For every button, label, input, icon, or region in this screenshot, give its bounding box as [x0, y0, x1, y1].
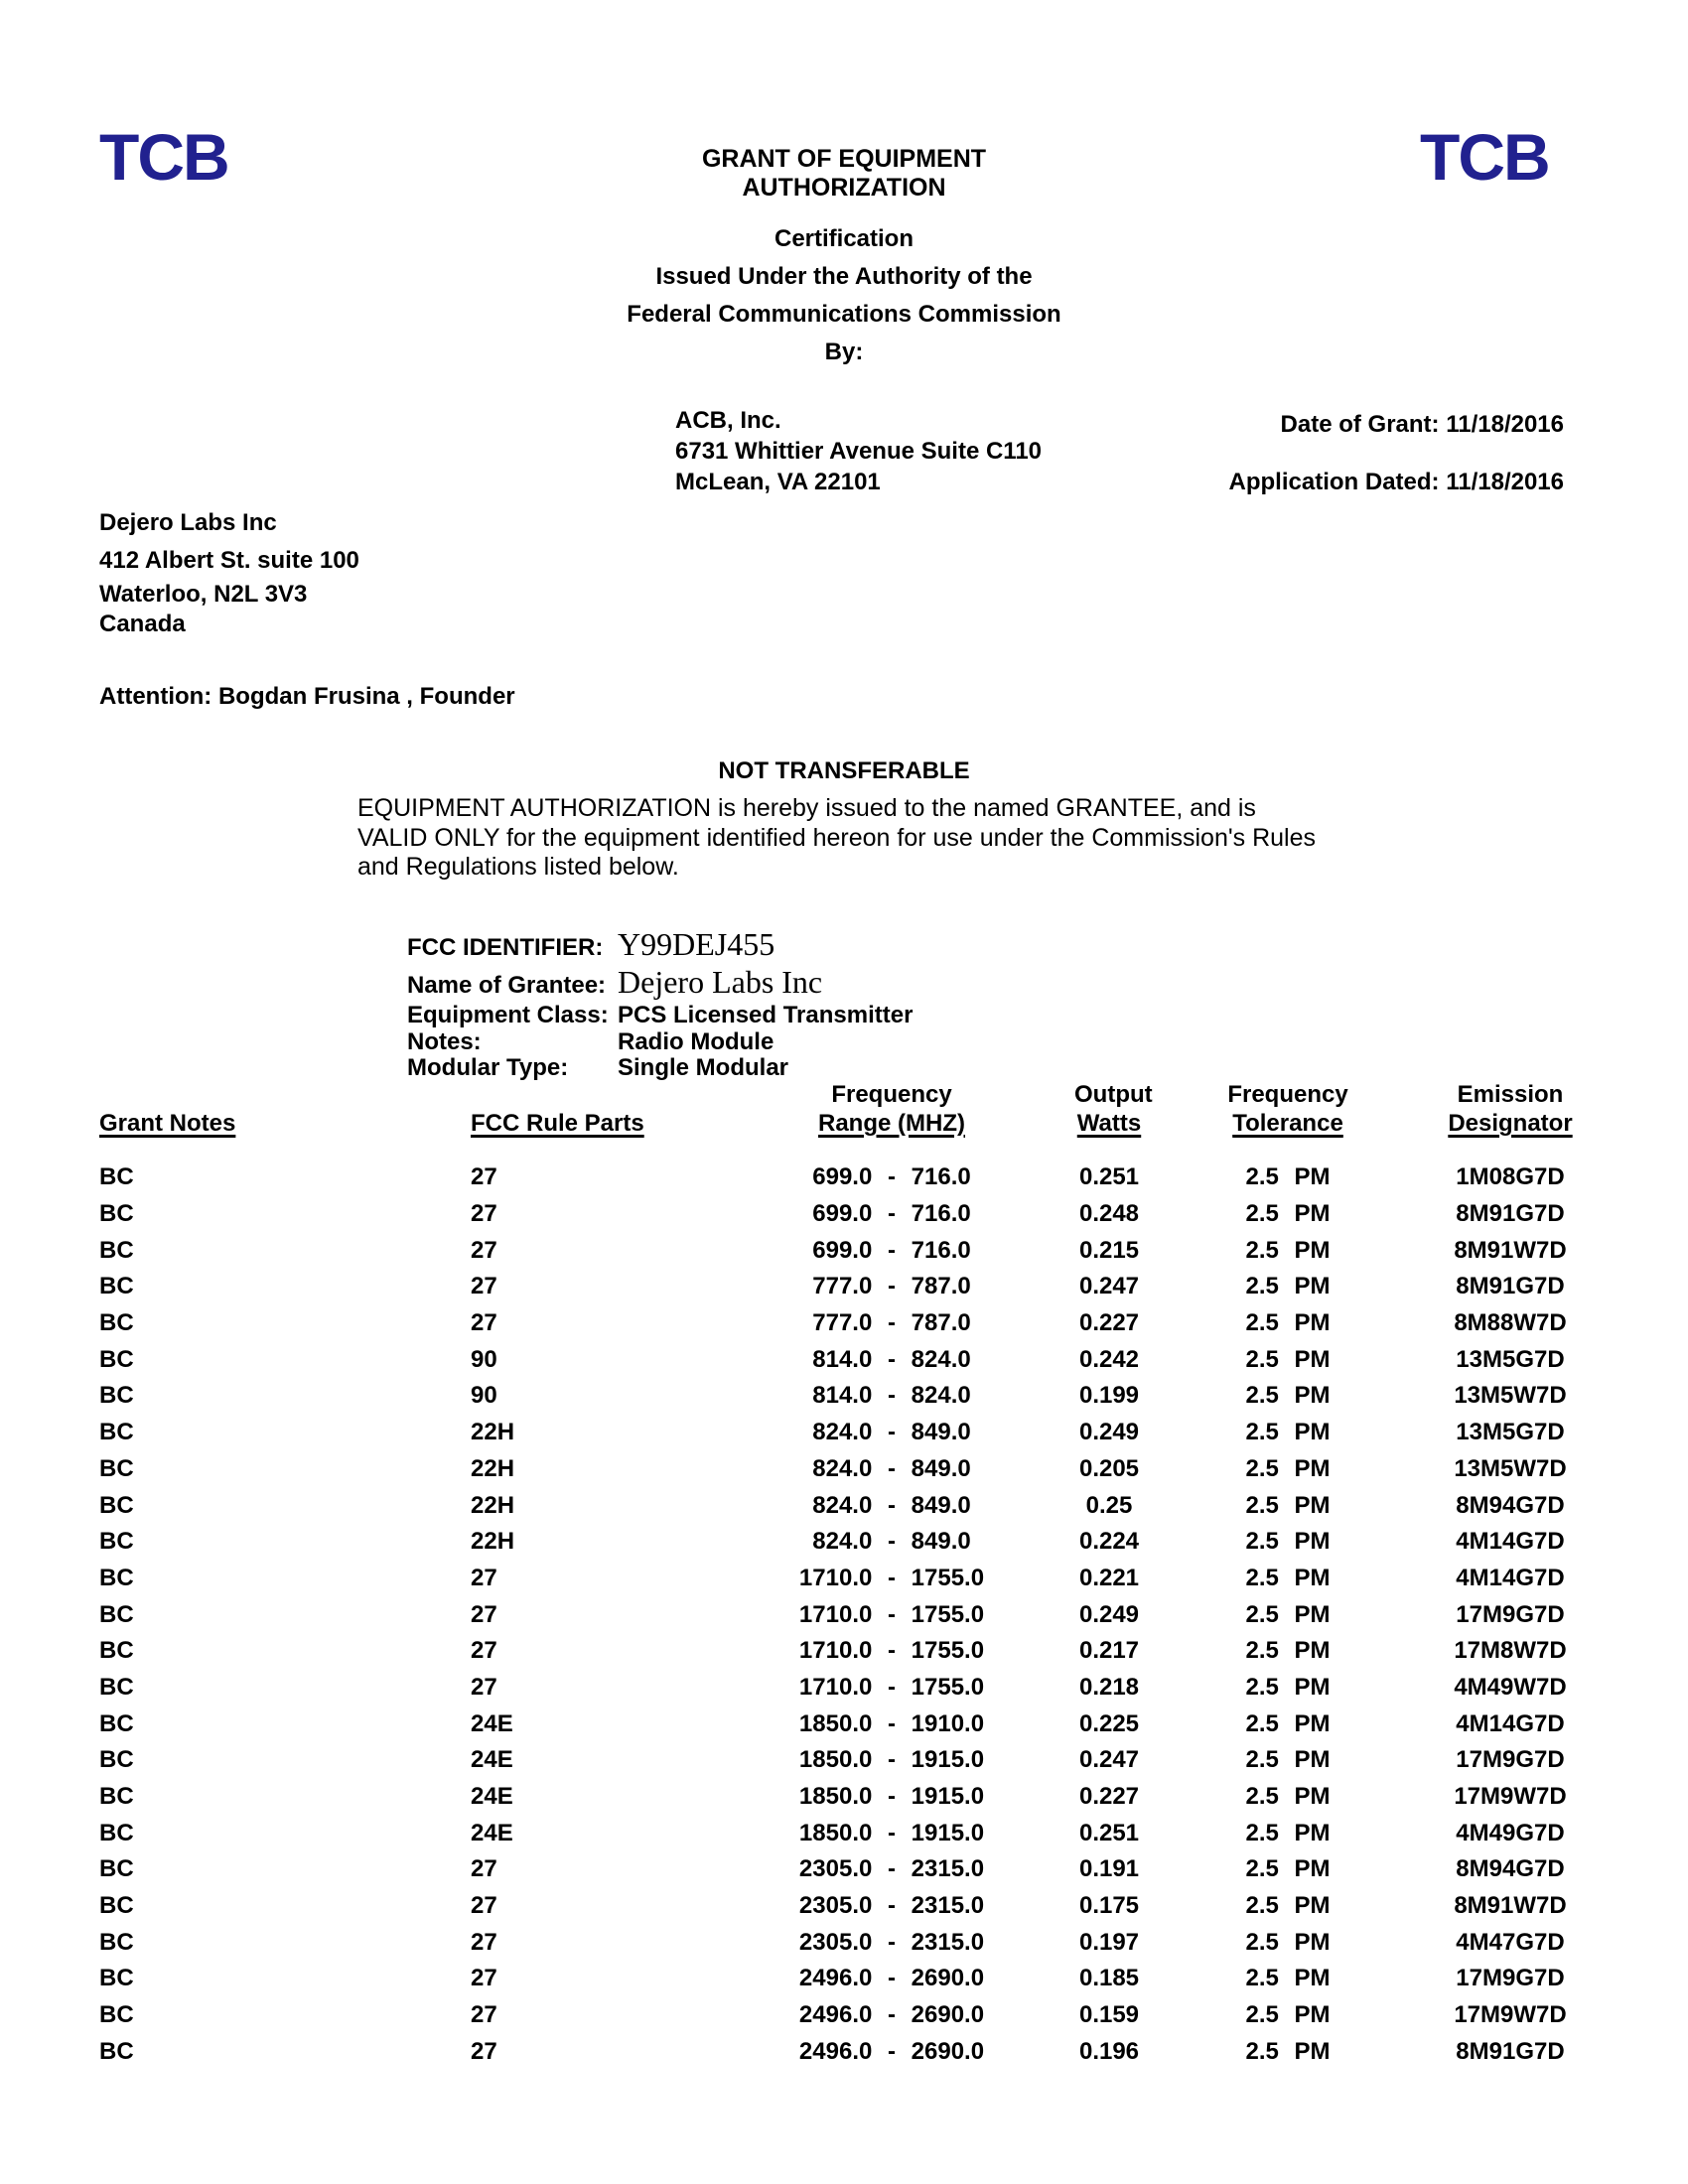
table-row: [99, 1232, 1589, 1269]
column-header-line2: FCC Rule Parts: [471, 1110, 644, 1137]
table-cell: 0.251: [1078, 1163, 1140, 1191]
table-cell: 24E: [471, 1746, 513, 1774]
table-cell: BC: [99, 1236, 134, 1264]
table-cell: 2.5 PM: [1245, 1382, 1331, 1410]
column-header-line1: Emission: [1457, 1081, 1564, 1108]
authority-line: Issued Under the Authority of the: [655, 263, 1033, 290]
grantee-country: Canada: [99, 611, 186, 637]
table-cell: BC: [99, 1491, 134, 1519]
table-cell: 27: [471, 1236, 497, 1264]
table-cell: 1850.0 - 1915.0: [798, 1819, 985, 1846]
authorization-paragraph-line1: EQUIPMENT AUTHORIZATION is hereby issued to the named GRANTEE, and is: [357, 794, 1256, 822]
table-cell: BC: [99, 1454, 134, 1482]
table-cell: BC: [99, 2001, 134, 2029]
name-of-grantee-value: Dejero Labs Inc: [618, 964, 823, 1000]
table-cell: 0.247: [1078, 1273, 1140, 1300]
table-cell: 0.215: [1078, 1236, 1140, 1264]
fcc-name-line: Federal Communications Commission: [627, 301, 1061, 328]
table-cell: 8M94G7D: [1456, 1855, 1565, 1883]
table-cell: 27: [471, 1309, 497, 1337]
table-cell: 699.0 - 716.0: [812, 1236, 971, 1264]
document-title-line1: GRANT OF EQUIPMENT: [701, 145, 987, 173]
table-cell: 27: [471, 1163, 497, 1191]
modular-type-row: [407, 1054, 913, 1081]
table-cell: 8M94G7D: [1456, 1491, 1565, 1519]
table-row: [99, 1378, 1589, 1415]
table-cell: 17M8W7D: [1454, 1637, 1567, 1665]
table-cell: 2.5 PM: [1245, 1200, 1331, 1228]
authorization-paragraph-line2: VALID ONLY for the equipment identified hereon for use under the Commission's Rules: [357, 823, 1317, 852]
table-cell: 22H: [471, 1528, 515, 1556]
table-row: [99, 2034, 1589, 2071]
table-cell: 0.224: [1078, 1528, 1140, 1556]
table-row: [99, 1815, 1589, 1851]
table-cell: BC: [99, 1273, 134, 1300]
table-cell: 1850.0 - 1915.0: [798, 1783, 985, 1811]
table-cell: 2.5 PM: [1245, 1965, 1331, 1992]
table-cell: 2496.0 - 2690.0: [798, 2037, 985, 2065]
table-row: [99, 1997, 1589, 2034]
table-cell: 4M14G7D: [1456, 1528, 1565, 1556]
table-cell: 0.249: [1078, 1600, 1140, 1628]
table-cell: 2496.0 - 2690.0: [798, 1965, 985, 1992]
table-cell: 27: [471, 1273, 497, 1300]
table-row: [99, 1341, 1589, 1378]
modular-type-value: Single Modular: [618, 1054, 789, 1081]
table-row: [99, 1561, 1589, 1597]
table-cell: 1850.0 - 1915.0: [798, 1746, 985, 1774]
table-cell: 0.251: [1078, 1819, 1140, 1846]
table-cell: 777.0 - 787.0: [812, 1309, 971, 1337]
table-cell: 0.205: [1078, 1454, 1140, 1482]
table-cell: 2.5 PM: [1245, 2001, 1331, 2029]
column-header-line2: Tolerance: [1232, 1110, 1343, 1137]
table-cell: 24E: [471, 1709, 513, 1737]
tcb-logo-left: TCB: [99, 120, 228, 194]
authorization-paragraph-line3: and Regulations listed below.: [357, 853, 679, 881]
table-row: [99, 1269, 1589, 1305]
issuer-city: McLean, VA 22101: [675, 469, 881, 495]
table-cell: 2.5 PM: [1245, 1819, 1331, 1846]
issuer-street: 6731 Whittier Avenue Suite C110: [675, 438, 1043, 465]
table-cell: 27: [471, 2037, 497, 2065]
table-cell: 27: [471, 2001, 497, 2029]
table-row: [99, 1851, 1589, 1888]
table-row: [99, 1924, 1589, 1961]
table-cell: 27: [471, 1928, 497, 1956]
table-cell: 27: [471, 1855, 497, 1883]
grantee-address-block: [99, 504, 359, 639]
by-label: By:: [824, 339, 864, 365]
table-cell: 814.0 - 824.0: [812, 1345, 971, 1373]
table-cell: BC: [99, 2037, 134, 2065]
column-header-line1: Frequency: [831, 1081, 952, 1108]
table-cell: 27: [471, 1600, 497, 1628]
table-cell: 2.5 PM: [1245, 1709, 1331, 1737]
table-cell: 13M5W7D: [1454, 1454, 1567, 1482]
column-header: [1144, 1080, 1432, 1160]
table-cell: 2.5 PM: [1245, 1746, 1331, 1774]
column-header-line1: [471, 1080, 709, 1109]
table-cell: BC: [99, 1564, 134, 1591]
grantee-name: Dejero Labs Inc: [99, 509, 277, 536]
table-row: [99, 1305, 1589, 1342]
table-cell: 2.5 PM: [1245, 1855, 1331, 1883]
table-cell: 2305.0 - 2315.0: [798, 1928, 985, 1956]
column-header: [709, 1080, 1074, 1160]
table-row: [99, 1487, 1589, 1524]
header-row: [99, 1080, 1589, 1160]
table-cell: 824.0 - 849.0: [812, 1491, 971, 1519]
table-cell: BC: [99, 1965, 134, 1992]
frequency-grant-table: [99, 1080, 1589, 2070]
table-cell: BC: [99, 1855, 134, 1883]
table-cell: 2.5 PM: [1245, 1345, 1331, 1373]
table-cell: 4M14G7D: [1456, 1564, 1565, 1591]
table-row: [99, 1706, 1589, 1742]
table-cell: 814.0 - 824.0: [812, 1382, 971, 1410]
table-cell: 0.218: [1078, 1673, 1140, 1701]
table-cell: 0.247: [1078, 1746, 1140, 1774]
equipment-class-value: PCS Licensed Transmitter: [618, 1002, 914, 1028]
table-cell: 24E: [471, 1783, 513, 1811]
table-cell: 90: [471, 1345, 497, 1373]
table-cell: 0.197: [1078, 1928, 1140, 1956]
table-cell: 2.5 PM: [1245, 1163, 1331, 1191]
issuer-address-block: [675, 405, 1042, 497]
frequency-grant-table-body: [99, 1160, 1589, 2070]
table-cell: 0.196: [1078, 2037, 1140, 2065]
table-cell: 27: [471, 1200, 497, 1228]
column-header-line1: Frequency: [1227, 1081, 1348, 1108]
table-cell: 17M9G7D: [1456, 1746, 1565, 1774]
table-cell: 1710.0 - 1755.0: [798, 1673, 985, 1701]
table-cell: 0.227: [1078, 1783, 1140, 1811]
not-transferable-label: NOT TRANSFERABLE: [718, 757, 970, 784]
table-cell: 2.5 PM: [1245, 1928, 1331, 1956]
table-cell: 13M5G7D: [1456, 1419, 1565, 1446]
table-row: [99, 1524, 1589, 1561]
table-cell: 8M91G7D: [1456, 2037, 1565, 2065]
table-cell: 2.5 PM: [1245, 1528, 1331, 1556]
table-cell: 2.5 PM: [1245, 1600, 1331, 1628]
table-cell: BC: [99, 1200, 134, 1228]
table-cell: 2.5 PM: [1245, 1564, 1331, 1591]
table-cell: 17M9W7D: [1454, 1783, 1567, 1811]
table-cell: 2.5 PM: [1245, 1419, 1331, 1446]
table-cell: 1710.0 - 1755.0: [798, 1600, 985, 1628]
table-cell: 2.5 PM: [1245, 1892, 1331, 1920]
table-cell: 17M9W7D: [1454, 2001, 1567, 2029]
table-cell: 4M14G7D: [1456, 1709, 1565, 1737]
table-cell: 0.199: [1078, 1382, 1140, 1410]
table-cell: 777.0 - 787.0: [812, 1273, 971, 1300]
table-cell: BC: [99, 1600, 134, 1628]
column-header: [1432, 1080, 1589, 1160]
table-cell: 0.227: [1078, 1309, 1140, 1337]
certification-label: Certification: [774, 225, 914, 252]
table-cell: 27: [471, 1965, 497, 1992]
table-cell: 2.5 PM: [1245, 1783, 1331, 1811]
table-cell: BC: [99, 1528, 134, 1556]
table-cell: 22H: [471, 1491, 515, 1519]
name-of-grantee-label: Name of Grantee:: [407, 972, 607, 999]
equipment-class-label: Equipment Class:: [407, 1002, 609, 1028]
attention-line: Attention: Bogdan Frusina , Founder: [99, 683, 515, 710]
table-cell: 22H: [471, 1454, 515, 1482]
column-header-line2: Watts: [1076, 1110, 1142, 1137]
table-cell: 0.225: [1078, 1709, 1140, 1737]
grantee-street: 412 Albert St. suite 100: [99, 547, 359, 574]
table-cell: BC: [99, 1819, 134, 1846]
table-cell: BC: [99, 1637, 134, 1665]
table-cell: 824.0 - 849.0: [812, 1454, 971, 1482]
column-header: [471, 1080, 709, 1160]
table-cell: 2.5 PM: [1245, 2037, 1331, 2065]
table-cell: 2.5 PM: [1245, 1273, 1331, 1300]
table-cell: 0.221: [1078, 1564, 1140, 1591]
table-cell: 22H: [471, 1419, 515, 1446]
table-row: [99, 1742, 1589, 1779]
table-cell: 2305.0 - 2315.0: [798, 1892, 985, 1920]
table-row: [99, 1160, 1589, 1196]
notes-label: Notes:: [407, 1028, 482, 1055]
table-cell: 2305.0 - 2315.0: [798, 1855, 985, 1883]
table-cell: 2496.0 - 2690.0: [798, 2001, 985, 2029]
table-row: [99, 1451, 1589, 1488]
table-cell: 0.249: [1078, 1419, 1140, 1446]
table-cell: 0.175: [1078, 1892, 1140, 1920]
table-cell: 2.5 PM: [1245, 1236, 1331, 1264]
table-cell: 1710.0 - 1755.0: [798, 1564, 985, 1591]
application-dated: Application Dated: 11/18/2016: [1228, 469, 1564, 495]
table-cell: BC: [99, 1783, 134, 1811]
table-cell: BC: [99, 1419, 134, 1446]
document-header: [0, 145, 1688, 364]
table-cell: 699.0 - 716.0: [812, 1163, 971, 1191]
table-row: [99, 1961, 1589, 1997]
table-cell: 27: [471, 1892, 497, 1920]
column-header: [99, 1080, 471, 1160]
equipment-class-row: [407, 1002, 913, 1028]
frequency-grant-table-header: [99, 1080, 1589, 1160]
table-cell: 1710.0 - 1755.0: [798, 1637, 985, 1665]
dates-block: [1229, 412, 1564, 494]
table-cell: 27: [471, 1637, 497, 1665]
table-cell: 13M5W7D: [1454, 1382, 1567, 1410]
table-cell: 27: [471, 1673, 497, 1701]
table-cell: 90: [471, 1382, 497, 1410]
table-row: [99, 1779, 1589, 1816]
table-cell: 27: [471, 1564, 497, 1591]
table-cell: 17M9G7D: [1456, 1965, 1565, 1992]
table-cell: 8M88W7D: [1454, 1309, 1567, 1337]
table-cell: 0.242: [1078, 1345, 1140, 1373]
fcc-identifier-label: FCC IDENTIFIER:: [407, 934, 604, 961]
fcc-identifier-value: Y99DEJ455: [618, 926, 775, 962]
table-cell: BC: [99, 1163, 134, 1191]
column-header-line1: Output: [1074, 1081, 1153, 1108]
table-cell: 2.5 PM: [1245, 1309, 1331, 1337]
name-of-grantee-row: [407, 964, 913, 1002]
column-header-line2: Range (MHZ): [818, 1110, 965, 1137]
table-cell: 2.5 PM: [1245, 1454, 1331, 1482]
table-cell: BC: [99, 1928, 134, 1956]
tcb-logo-right: TCB: [1420, 120, 1549, 194]
table-cell: 0.185: [1078, 1965, 1140, 1992]
table-row: [99, 1670, 1589, 1706]
fcc-identifier-row: [407, 926, 913, 964]
table-cell: 2.5 PM: [1245, 1637, 1331, 1665]
table-row: [99, 1415, 1589, 1451]
column-header: [1074, 1080, 1153, 1160]
table-cell: BC: [99, 1345, 134, 1373]
table-cell: 699.0 - 716.0: [812, 1200, 971, 1228]
table-cell: 2.5 PM: [1245, 1673, 1331, 1701]
notes-value: Radio Module: [618, 1028, 774, 1055]
table-cell: BC: [99, 1309, 134, 1337]
modular-type-label: Modular Type:: [407, 1054, 569, 1081]
table-cell: 17M9G7D: [1456, 1600, 1565, 1628]
table-row: [99, 1888, 1589, 1925]
grantee-city: Waterloo, N2L 3V3: [99, 581, 308, 608]
table-cell: 2.5 PM: [1245, 1491, 1331, 1519]
table-cell: 8M91G7D: [1456, 1273, 1565, 1300]
table-cell: 0.159: [1078, 2001, 1140, 2029]
table-cell: 13M5G7D: [1456, 1345, 1565, 1373]
table-row: [99, 1196, 1589, 1233]
table-row: [99, 1596, 1589, 1633]
date-of-grant: Date of Grant: 11/18/2016: [1280, 411, 1564, 438]
table-cell: 0.217: [1078, 1637, 1140, 1665]
table-cell: 8M91G7D: [1456, 1200, 1565, 1228]
table-cell: BC: [99, 1382, 134, 1410]
table-row: [99, 1633, 1589, 1670]
table-cell: 0.191: [1078, 1855, 1140, 1883]
table-cell: BC: [99, 1673, 134, 1701]
table-cell: 0.25: [1085, 1491, 1133, 1519]
table-cell: 824.0 - 849.0: [812, 1419, 971, 1446]
table-cell: 24E: [471, 1819, 513, 1846]
table-cell: 0.248: [1078, 1200, 1140, 1228]
table-cell: 1M08G7D: [1456, 1163, 1565, 1191]
table-cell: BC: [99, 1709, 134, 1737]
table-cell: 4M49W7D: [1454, 1673, 1567, 1701]
column-header-line2: Designator: [1448, 1110, 1573, 1137]
table-cell: 4M47G7D: [1456, 1928, 1565, 1956]
notes-row: [407, 1028, 913, 1054]
table-cell: 8M91W7D: [1454, 1892, 1567, 1920]
table-cell: 1850.0 - 1910.0: [798, 1709, 985, 1737]
authorization-paragraph: [357, 794, 1350, 883]
table-cell: 824.0 - 849.0: [812, 1528, 971, 1556]
table-cell: BC: [99, 1746, 134, 1774]
column-header-line2: Grant Notes: [99, 1110, 236, 1137]
equipment-identifier-block: [407, 926, 913, 1081]
column-header-line1: [99, 1080, 471, 1109]
issuer-name: ACB, Inc.: [675, 407, 781, 434]
table-cell: 8M91W7D: [1454, 1236, 1567, 1264]
document-title-line2: AUTHORIZATION: [742, 174, 946, 202]
table-cell: 4M49G7D: [1456, 1819, 1565, 1846]
table-cell: BC: [99, 1892, 134, 1920]
